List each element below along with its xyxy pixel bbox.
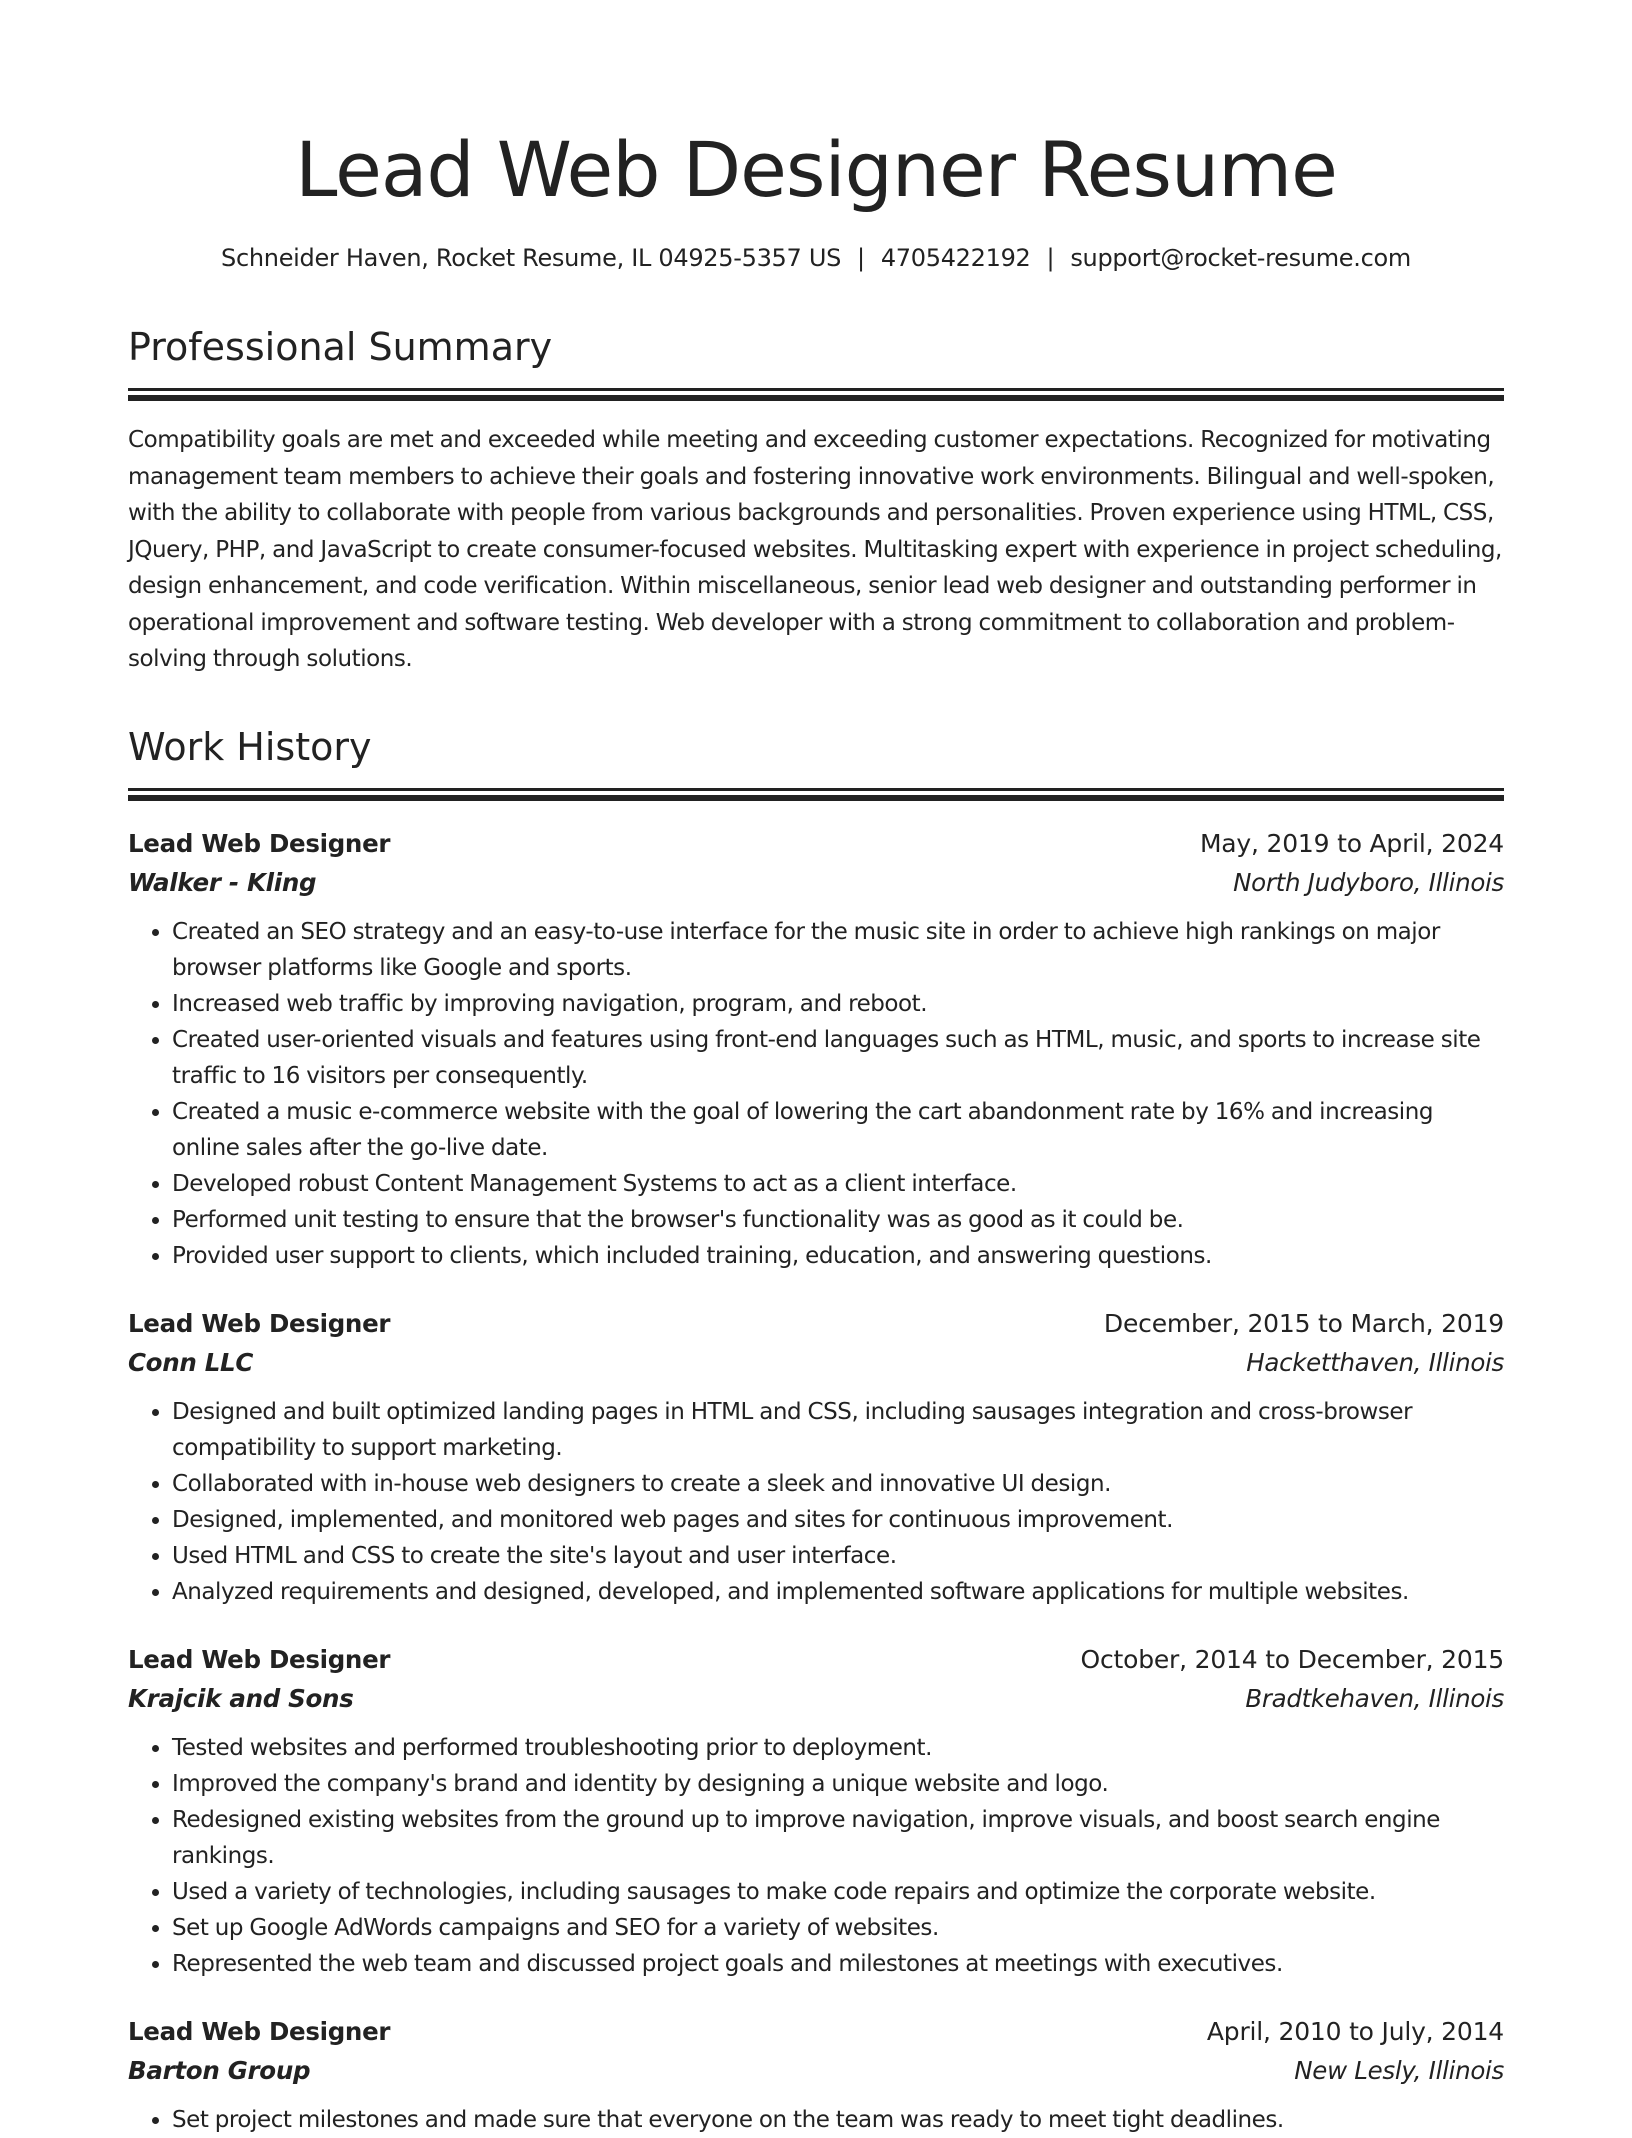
job-company-row: [128, 864, 1504, 902]
job-bullet: • Set up Google AdWords campaigns and SEO for a variety of websites.: [172, 1910, 1504, 1946]
job-bullet: • Represented the web team and discussed project goals and milestones at meetings with executives.: [172, 1946, 1504, 1982]
professional-summary-section: [128, 322, 1504, 678]
job-bullet: • Performed unit testing to ensure that the browser's functionality was as good as it could be.: [172, 1202, 1504, 1238]
job-bullet: • Created user-oriented visuals and features using front-end languages such as HTML, music, and sports to increase site traffic to 16 visitors per consequently.: [172, 1022, 1504, 1094]
job-location: Hacketthaven, Illinois: [1246, 1347, 1504, 1377]
job-location: Bradtkehaven, Illinois: [1245, 1683, 1504, 1713]
job-entry: [128, 2012, 1504, 2138]
job-title-row: [128, 824, 1504, 864]
resume-page: [128, 0, 1504, 2138]
job-company: Conn LLC: [128, 1347, 254, 1377]
summary-text: Compatibility goals are met and exceeded while meeting and exceeding customer expectations. Recognized for motivating management team members to achieve their goals and fostering innovative work environments. Bilingual and well-spoken, with the ability to collaborate with people from various backgrounds and personalities. Proven experience using HTML, CSS, JQuery, PHP, and JavaScript to create consumer-focused websites. Multitasking expert with experience in project scheduling, design enhancement, and code verification. Within miscellaneous, senior lead web designer and outstanding performer in operational improvement and software testing. Web developer with a strong commitment to collaboration and problem-solving through solutions.: [128, 427, 1502, 672]
job-dates: December, 2015 to March, 2019: [1103, 1308, 1504, 1338]
section-heading-work: Work History: [128, 724, 372, 769]
contact-phone: 4705422192: [880, 244, 1031, 272]
job-title-row: [128, 1304, 1504, 1344]
job-company: Barton Group: [128, 2055, 311, 2085]
section-divider: [128, 788, 1504, 791]
job-dates: April, 2010 to July, 2014: [1206, 2016, 1504, 2046]
job-entry: [128, 824, 1504, 1274]
job-bullet: • Created a music e-commerce website with the goal of lowering the cart abandonment rate by 16% and increasing online sales after the go-live date.: [172, 1094, 1504, 1166]
section-heading-summary: Professional Summary: [128, 325, 553, 369]
job-bullet: • Used a variety of technologies, including sausages to make code repairs and optimize the corporate website.: [172, 1874, 1504, 1910]
job-title: Lead Web Designer: [128, 828, 391, 858]
job-title: Lead Web Designer: [128, 2016, 391, 2046]
job-bullet: • Tested websites and performed troubleshooting prior to deployment.: [172, 1730, 1504, 1766]
job-bullet: • Improved the company's brand and identity by designing a unique website and logo.: [172, 1766, 1504, 1802]
job-location: New Lesly, Illinois: [1294, 2055, 1504, 2085]
job-bullet: • Developed robust Content Management Systems to act as a client interface.: [172, 1166, 1504, 1202]
job-title: Lead Web Designer: [128, 1308, 391, 1338]
job-list: [128, 824, 1504, 2138]
work-history-section: [128, 722, 1504, 2138]
contact-address: Schneider Haven, Rocket Resume, IL 04925-5357 US: [221, 244, 842, 272]
job-company: Krajcik and Sons: [128, 1683, 354, 1713]
job-title-row: [128, 1640, 1504, 1680]
job-title-row: [128, 2012, 1504, 2052]
job-company-row: [128, 1344, 1504, 1382]
job-company-row: [128, 1680, 1504, 1718]
job-bullet-list: [128, 1730, 1504, 1982]
job-dates: October, 2014 to December, 2015: [1080, 1644, 1504, 1674]
job-dates: May, 2019 to April, 2024: [1199, 828, 1504, 858]
section-divider: [128, 388, 1504, 391]
job-bullet-list: [128, 914, 1504, 1274]
job-entry: [128, 1640, 1504, 1982]
job-bullet: • Collaborated with in-house web designers to create a sleek and innovative UI design.: [172, 1466, 1504, 1502]
job-bullet: • Provided user support to clients, which included training, education, and answering questions.: [172, 1238, 1504, 1274]
job-entry: [128, 1304, 1504, 1610]
contact-separator: |: [857, 244, 865, 272]
job-bullet: • Designed and built optimized landing pages in HTML and CSS, including sausages integration and cross-browser compatibility to support marketing.: [172, 1394, 1504, 1466]
job-bullet-list: [128, 1394, 1504, 1610]
job-bullet: • Increased web traffic by improving navigation, program, and reboot.: [172, 986, 1504, 1022]
job-bullet: • Redesigned existing websites from the ground up to improve navigation, improve visuals, and boost search engine rankings.: [172, 1802, 1504, 1874]
job-company-row: [128, 2052, 1504, 2090]
job-bullet-list: [128, 2102, 1504, 2138]
job-bullet: • Created an SEO strategy and an easy-to-use interface for the music site in order to achieve high rankings on major browser platforms like Google and sports.: [172, 914, 1504, 986]
job-location: North Judyboro, Illinois: [1233, 867, 1504, 897]
job-company: Walker - Kling: [128, 867, 317, 897]
job-bullet: • Set project milestones and made sure that everyone on the team was ready to meet tight deadlines.: [172, 2102, 1504, 2138]
job-bullet: • Analyzed requirements and designed, developed, and implemented software applications for multiple websites.: [172, 1574, 1504, 1610]
contact-separator: |: [1046, 244, 1055, 272]
job-bullet: • Used HTML and CSS to create the site's layout and user interface.: [172, 1538, 1504, 1574]
job-title: Lead Web Designer: [128, 1644, 391, 1674]
contact-line: [128, 238, 1504, 278]
resume-title: Lead Web Designer Resume: [295, 125, 1337, 214]
job-bullet: • Designed, implemented, and monitored web pages and sites for continuous improvement.: [172, 1502, 1504, 1538]
contact-email: support@rocket-resume.com: [1070, 244, 1411, 272]
